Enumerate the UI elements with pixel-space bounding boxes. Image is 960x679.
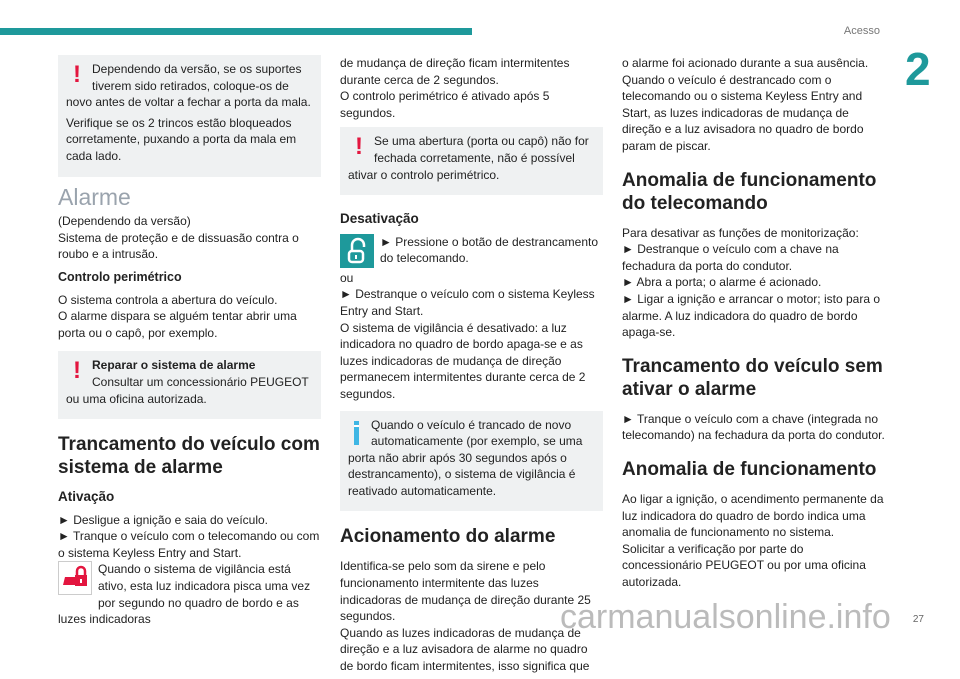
bullet: ► Ligar a ignição e arrancar o motor; isto para o alarme. A luz indicadora do quadro de bordo apaga-se.	[622, 291, 881, 340]
warning-title: Reparar o sistema de alarme	[92, 358, 256, 373]
heading: Anomalia de funcionamento do telecomando	[622, 169, 877, 214]
warning-box	[58, 55, 321, 177]
paragraph: Ao ligar a ignição, o acendimento permanente da luz indicadora do quadro de bordo indica uma anomalia de funcionamento no sistema.	[622, 491, 884, 540]
paragraph: Quando o veículo é destrancado com o telecomando ou o sistema Keyless Entry and Start, as luzes indicadoras de mudança de direção e a luz avisadora no quadro de bordo param de piscar.	[622, 72, 864, 153]
paragraph: (Dependendo da versão)	[58, 214, 191, 229]
paragraph: o alarme foi acionado durante a sua ausência.	[622, 56, 869, 70]
paragraph: de mudança de direção ficam intermitentes durante cerca de 2 segundos.	[340, 56, 570, 87]
warning-text: Se uma abertura (porta ou capô) não for fechada corretamente, não é possível ativar o controlo perimétrico.	[348, 134, 589, 182]
heading: Anomalia de funcionamento	[622, 458, 877, 480]
info-box	[340, 411, 603, 512]
unlock-icon	[340, 234, 374, 268]
watermark: carmanualsonline.info	[560, 598, 891, 636]
paragraph: Solicitar a verificação por parte do concessionário PEUGEOT ou por uma oficina autorizada.	[622, 541, 866, 589]
bullet: ► Tranque o veículo com a chave (integrada no telecomando) na fechadura da porta do condutor.	[622, 411, 885, 443]
paragraph: Quando as luzes indicadoras de mudança de direção e a luz avisadora de alarme no quadro de bordo ficam intermitentes, isso significa que	[340, 625, 590, 674]
info-icon	[354, 421, 359, 445]
alarm-lock-icon	[58, 561, 92, 595]
info-text: Quando o veículo é trancado de novo automaticamente (por exemplo, se uma porta não abrir após 30 segundos após o destrancamento), o sistema de vigilância é reativado automaticamente.	[348, 417, 583, 498]
subheading: Ativação	[58, 489, 115, 505]
heading: Trancamento do veículo sem ativar o alarme	[622, 355, 883, 400]
chapter-number: 2	[905, 43, 931, 95]
warning-box	[58, 351, 321, 419]
bullet: ► Pressione o botão de destrancamento do telecomando.	[380, 234, 599, 266]
paragraph: O sistema de vigilância é desativado: a luz indicadora no quadro de bordo apaga-se e as luzes indicadoras de mudança de direção permanecem intermitentes durante cerca de 2 segundos.	[340, 320, 586, 401]
warning-icon: !	[355, 133, 363, 161]
paragraph: O alarme dispara se alguém tentar abrir uma porta ou o capô, por exemplo.	[58, 309, 297, 340]
paragraph: Identifica-se pelo som da sirene e pelo funcionamento intermitente das luzes indicadoras de mudança de direção durante 25 segundos.	[340, 559, 591, 624]
bullet: ► Tranque o veículo com o telecomando ou com o sistema Keyless Entry and Start.	[58, 529, 320, 560]
column-1	[58, 55, 321, 632]
heading: Trancamento do veículo com sistema de alarme	[58, 434, 320, 479]
bullet: ► Destranque o veículo com o sistema Keyless Entry and Start.	[340, 287, 595, 318]
paragraph: Quando o sistema de vigilância está ativo, esta luz indicadora pisca uma vez por segundo no quadro de bordo e as luzes indicadoras	[58, 562, 311, 627]
page-title: Alarme	[58, 183, 131, 210]
page-number: 27	[912, 614, 924, 625]
section-title: Acesso	[843, 25, 880, 37]
warning-text: Consultar um concessionário PEUGEOT ou uma oficina autorizada.	[66, 374, 309, 406]
column-2	[340, 55, 603, 679]
header-bar	[0, 28, 472, 35]
paragraph: O controlo perimétrico é ativado após 5 segundos.	[340, 89, 550, 120]
column-3	[622, 55, 885, 594]
paragraph: Sistema de proteção e de dissuasão contra o roubo e a intrusão.	[58, 230, 299, 262]
subheading: Desativação	[340, 211, 419, 227]
warning-box	[340, 127, 603, 195]
warning-icon: !	[73, 357, 81, 385]
heading: Acionamento do alarme	[340, 526, 556, 548]
paragraph: Para desativar as funções de monitorização:	[622, 225, 859, 240]
subheading: Controlo perimétrico	[58, 269, 182, 284]
bullet: ► Desligue a ignição e saia do veículo.	[58, 512, 268, 527]
bullet: ► Abra a porta; o alarme é acionado.	[622, 275, 822, 290]
bullet: ► Destranque o veículo com a chave na fechadura da porta do condutor.	[622, 242, 839, 273]
warning-text: Dependendo da versão, se os suportes tiverem sido retirados, coloque-os de novo antes de voltar a fechar a porta da mala.	[66, 62, 311, 110]
warning-text: Verifique se os 2 trincos estão bloqueados corretamente, puxando a porta da mala em cada lado.	[66, 115, 297, 163]
warning-icon: !	[73, 61, 81, 88]
paragraph: O sistema controla a abertura do veículo.	[58, 292, 278, 307]
paragraph: ou	[340, 270, 354, 285]
